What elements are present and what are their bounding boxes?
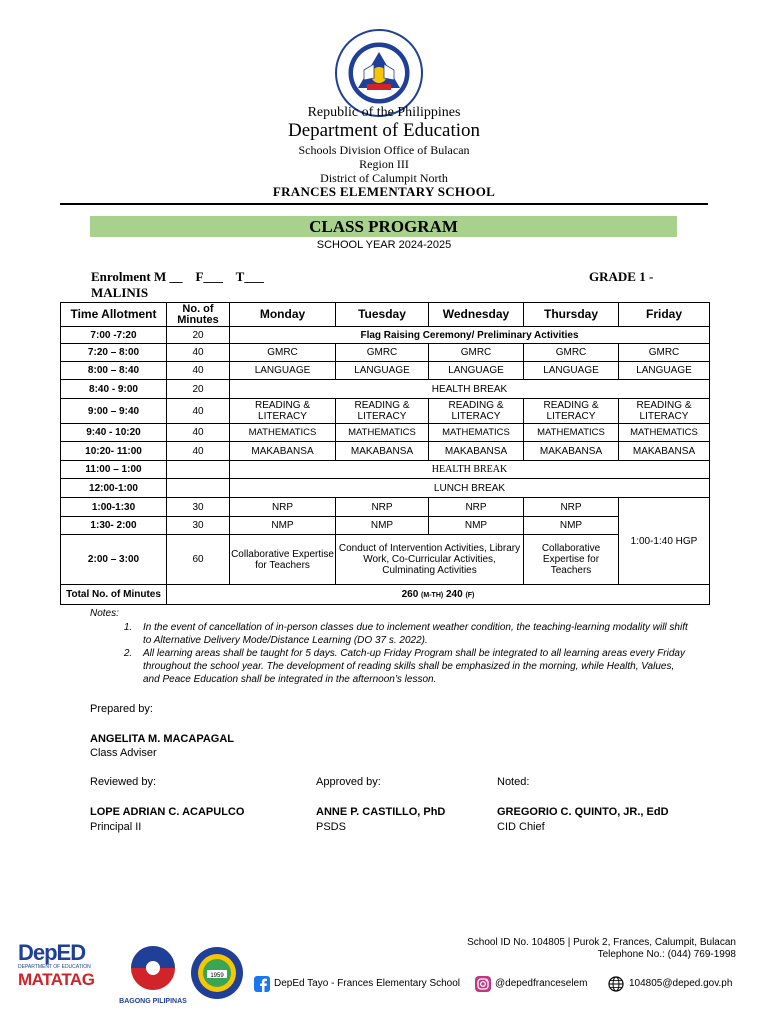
bagong-pilipinas-logo: BAGONG PILIPINAS (116, 944, 190, 1002)
bagong-pilipinas-icon (116, 944, 190, 992)
cell-minutes: 40 (167, 344, 230, 362)
table-row (61, 498, 710, 517)
deped-matatag-logo: DepED DEPARTMENT OF EDUCATION MATATAG (18, 940, 95, 989)
cell-flag-raising: Flag Raising Ceremony/ Preliminary Activities (230, 327, 710, 344)
header-district: District of Calumpit North (320, 171, 448, 185)
cell-wednesday: LANGUAGE (429, 362, 524, 380)
header-divider (60, 203, 708, 205)
cell-friday: MAKABANSA (619, 442, 710, 461)
cell-time: 1:30- 2:00 (61, 517, 167, 535)
cell-monday: MAKABANSA (230, 442, 336, 461)
cell-monday: READING & LITERACY (230, 399, 336, 424)
table-row (61, 461, 710, 479)
instagram-icon (475, 976, 491, 992)
header-wednesday: Wednesday (429, 303, 524, 327)
table-row (61, 344, 710, 362)
cell-minutes: 30 (167, 498, 230, 517)
cell-wednesday: MATHEMATICS (429, 424, 524, 442)
class-program-table (60, 302, 710, 605)
table-row (61, 442, 710, 461)
instagram-link[interactable]: @depedfranceselem (495, 978, 588, 989)
cell-friday-hgp: 1:00-1:40 HGP (619, 498, 710, 585)
cell-tuesday: NMP (336, 517, 429, 535)
header-tuesday: Tuesday (336, 303, 429, 327)
cell-time: 9:40 - 10:20 (61, 424, 167, 442)
cell-time: 11:00 – 1:00 (61, 461, 167, 479)
cell-thursday: READING & LITERACY (524, 399, 619, 424)
cell-tuesday: GMRC (336, 344, 429, 362)
cell-minutes: 40 (167, 362, 230, 380)
cell-lunch-break: LUNCH BREAK (230, 479, 710, 498)
cell-wednesday: GMRC (429, 344, 524, 362)
total-label: Total No. of Minutes (61, 585, 167, 605)
noted-title: CID Chief (497, 821, 545, 833)
cell-health-break: HEALTH BREAK (230, 380, 710, 399)
table-row (61, 327, 710, 344)
header-republic: Republic of the Philippines (307, 105, 461, 120)
facebook-icon (254, 976, 270, 992)
cell-monday: NRP (230, 498, 336, 517)
cell-monday: NMP (230, 517, 336, 535)
cell-monday: LANGUAGE (230, 362, 336, 380)
header-time-allotment: Time Allotment (61, 303, 167, 327)
section-label: MALINIS (91, 285, 149, 300)
cell-thursday: GMRC (524, 344, 619, 362)
header-region: Region III (359, 157, 409, 171)
cell-thursday: NRP (524, 498, 619, 517)
cell-minutes: 40 (167, 424, 230, 442)
cell-friday: LANGUAGE (619, 362, 710, 380)
cell-thursday: LANGUAGE (524, 362, 619, 380)
cell-wednesday: NMP (429, 517, 524, 535)
approved-title: PSDS (316, 821, 346, 833)
header-department: Department of Education (287, 120, 481, 141)
prepared-label: Prepared by: (90, 703, 153, 715)
cell-minutes: 40 (167, 442, 230, 461)
reviewed-label: Reviewed by: (90, 776, 157, 788)
table-header-row (61, 303, 710, 327)
noted-label: Noted: (497, 776, 530, 788)
prepared-name: ANGELITA M. MACAPAGAL (90, 733, 235, 745)
cell-tuesday: NRP (336, 498, 429, 517)
cell-thursday: Collaborative Expertise for Teachers (524, 535, 619, 585)
cell-monday: MATHEMATICS (230, 424, 336, 442)
cell-minutes: 20 (167, 380, 230, 399)
header-school: FRANCES ELEMENTARY SCHOOL (272, 184, 496, 199)
cell-thursday: MATHEMATICS (524, 424, 619, 442)
cell-minutes: 40 (167, 399, 230, 424)
cell-time: 2:00 – 3:00 (61, 535, 167, 585)
cell-minutes: 60 (167, 535, 230, 585)
cell-friday: READING & LITERACY (619, 399, 710, 424)
header-thursday: Thursday (524, 303, 619, 327)
cell-time: 9:00 – 9:40 (61, 399, 167, 424)
approved-name: ANNE P. CASTILLO, PhD (316, 806, 446, 818)
cell-time: 12:00-1:00 (61, 479, 167, 498)
cell-time: 7:20 – 8:00 (61, 344, 167, 362)
cell-tuesday: READING & LITERACY (336, 399, 429, 424)
cell-health-break: HEALTH BREAK (230, 461, 710, 479)
table-row (61, 479, 710, 498)
cell-thursday: NMP (524, 517, 619, 535)
table-total-row (61, 585, 710, 605)
cell-time: 10:20- 11:00 (61, 442, 167, 461)
cell-tuesday-wednesday: Conduct of Intervention Activities, Library Work, Co-Curricular Activities, Culminating Activities (336, 535, 524, 585)
prepared-title: Class Adviser (90, 747, 157, 759)
cell-minutes: 30 (167, 517, 230, 535)
enrolment-line: Enrolment M __ F___ T___ (91, 269, 264, 284)
approved-label: Approved by: (316, 776, 381, 788)
telephone: Telephone No.: (044) 769-1998 (597, 949, 736, 960)
total-minutes: 260 (M-TH) 240 (F) (167, 585, 710, 605)
table-row (61, 380, 710, 399)
cell-wednesday: MAKABANSA (429, 442, 524, 461)
header-monday: Monday (230, 303, 336, 327)
cell-friday: MATHEMATICS (619, 424, 710, 442)
globe-icon (608, 976, 624, 992)
cell-tuesday: MAKABANSA (336, 442, 429, 461)
table-row (61, 517, 710, 535)
cell-minutes (167, 461, 230, 479)
header-minutes: No. of Minutes (167, 303, 230, 327)
school-seal-icon (190, 946, 244, 1000)
cell-tuesday: LANGUAGE (336, 362, 429, 380)
notes-section (90, 607, 690, 686)
cell-tuesday: MATHEMATICS (336, 424, 429, 442)
cell-minutes (167, 479, 230, 498)
notes-label: Notes: (90, 608, 119, 619)
table-row (61, 424, 710, 442)
table-row (61, 535, 710, 585)
header-friday: Friday (619, 303, 710, 327)
note-item: 1. In the event of cancellation of in-person classes due to inclement weather condition, the teaching-learning modality will shift to Alternative Delivery Mode/Distance Learning (DO 37 s. 2022). (135, 621, 690, 647)
cell-time: 7:00 -7:20 (61, 327, 167, 344)
cell-time: 8:40 - 9:00 (61, 380, 167, 399)
cell-friday: GMRC (619, 344, 710, 362)
table-row (61, 362, 710, 380)
note-item: 2. All learning areas shall be taught for 5 days. Catch-up Friday Program shall be integrated to all learning areas every Friday throughout the school year. The development of reading skills shall be emphasized in the morning, while Health, Values, and Peace Education shall be integrated in the afternoon’s lesson. (135, 647, 690, 686)
cell-monday: GMRC (230, 344, 336, 362)
noted-name: GREGORIO C. QUINTO, JR., EdD (497, 806, 669, 818)
grade-label: GRADE 1 - (589, 269, 654, 284)
email-link[interactable]: 104805@deped.gov.ph (629, 978, 733, 989)
reviewed-title: Principal II (90, 821, 142, 833)
table-row (61, 399, 710, 424)
cell-monday: Collaborative Expertise for Teachers (230, 535, 336, 585)
header-division: Schools Division Office of Bulacan (298, 143, 470, 157)
school-seal-year: 1959 (210, 973, 224, 979)
school-info: School ID No. 104805 | Purok 2, Frances, Calumpit, Bulacan (467, 937, 736, 948)
cell-thursday: MAKABANSA (524, 442, 619, 461)
cell-minutes: 20 (167, 327, 230, 344)
school-year: SCHOOL YEAR 2024-2025 (316, 239, 452, 251)
cell-wednesday: READING & LITERACY (429, 399, 524, 424)
cell-time: 1:00-1:30 (61, 498, 167, 517)
facebook-link[interactable]: DepEd Tayo - Frances Elementary School (274, 978, 461, 989)
page-title: CLASS PROGRAM (90, 216, 677, 237)
cell-time: 8:00 – 8:40 (61, 362, 167, 380)
cell-wednesday: NRP (429, 498, 524, 517)
reviewed-name: LOPE ADRIAN C. ACAPULCO (90, 806, 245, 818)
